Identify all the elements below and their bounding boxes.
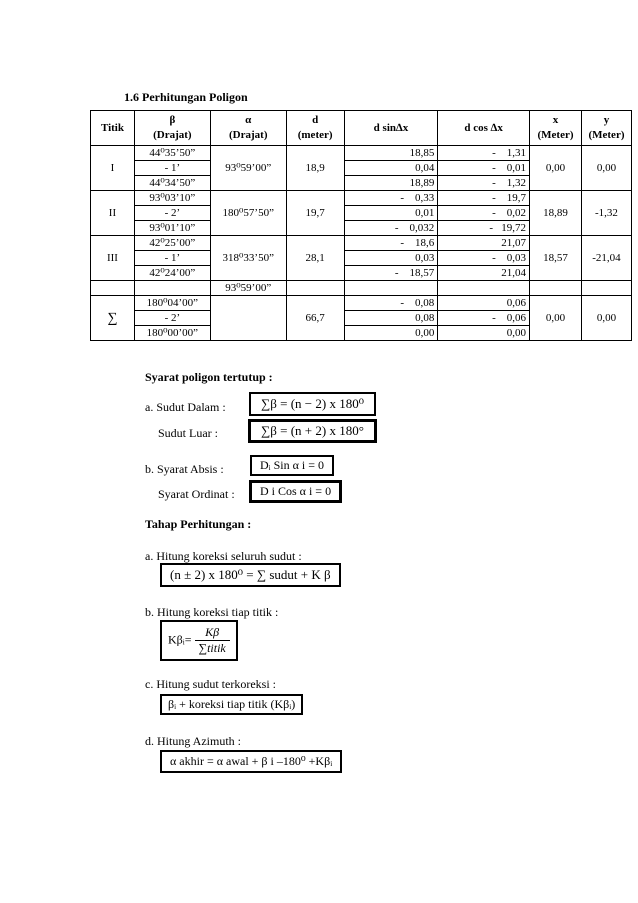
table-row bbox=[91, 146, 632, 161]
dcos-cell: 21,07 bbox=[438, 236, 530, 251]
beta-cell: 93⁰03’10” bbox=[134, 191, 210, 206]
dcos-cell: - 0,02 bbox=[438, 206, 530, 221]
sudut-luar-formula: ∑β = (n + 2) x 180° bbox=[248, 419, 377, 443]
distance-cell: 19,7 bbox=[286, 191, 344, 236]
dsin-cell: - 0,33 bbox=[344, 191, 438, 206]
dcos-cell: - 0,01 bbox=[438, 161, 530, 176]
beta-cell: 42⁰24’00” bbox=[134, 266, 210, 281]
titik-cell: I bbox=[91, 146, 135, 191]
column-header-line1: d cos ∆x bbox=[464, 121, 503, 134]
dcos-cell: - 0,03 bbox=[438, 251, 530, 266]
column-header bbox=[530, 111, 582, 146]
titik-cell: II bbox=[91, 191, 135, 236]
column-header-line1: y bbox=[603, 114, 610, 126]
dcos-cell: - 1,32 bbox=[438, 176, 530, 191]
alpha-cell: 180⁰57’50” bbox=[210, 191, 286, 236]
tahap-c-label: c. Hitung sudut terkoreksi : bbox=[145, 677, 276, 691]
dsin-cell: 0,00 bbox=[344, 326, 438, 341]
dcos-cell: 0,06 bbox=[438, 296, 530, 311]
column-header bbox=[344, 111, 438, 146]
dsin-cell: - 18,57 bbox=[344, 266, 438, 281]
x-cell: 0,00 bbox=[530, 296, 582, 341]
dcos-cell: 21,04 bbox=[438, 266, 530, 281]
column-header-line2: (meter) bbox=[297, 129, 333, 141]
y-cell: -1,32 bbox=[581, 191, 631, 236]
dsin-cell: 18,89 bbox=[344, 176, 438, 191]
beta-cell: - 1’ bbox=[134, 251, 210, 266]
empty-cell bbox=[91, 281, 135, 296]
x-cell: 18,89 bbox=[530, 191, 582, 236]
distance-cell: 28,1 bbox=[286, 236, 344, 281]
table-row bbox=[91, 281, 632, 296]
dcos-cell: 0,00 bbox=[438, 326, 530, 341]
column-header-line2: (Meter) bbox=[537, 129, 574, 141]
syarat-ordinat-formula: D i Cos α i = 0 bbox=[249, 480, 342, 503]
empty-cell bbox=[344, 281, 438, 296]
beta-cell: - 2’ bbox=[134, 311, 210, 326]
kbi-prefix: Kβᵢ= bbox=[168, 632, 192, 647]
column-header-line1: d sin∆x bbox=[373, 121, 409, 134]
alpha-cell: 93⁰59’00” bbox=[210, 146, 286, 191]
column-header bbox=[286, 111, 344, 146]
beta-cell: 44⁰35’50” bbox=[134, 146, 210, 161]
beta-cell: 44⁰34’50” bbox=[134, 176, 210, 191]
empty-cell bbox=[210, 296, 286, 341]
dsin-cell: 0,04 bbox=[344, 161, 438, 176]
column-header-line1: β bbox=[169, 114, 176, 126]
table-row bbox=[91, 296, 632, 311]
syarat-title: Syarat poligon tertutup : bbox=[145, 370, 273, 384]
titik-cell: III bbox=[91, 236, 135, 281]
column-header-line1: d bbox=[312, 114, 319, 126]
table-row bbox=[91, 236, 632, 251]
dcos-cell: - 19,72 bbox=[438, 221, 530, 236]
tahap-a-formula: (n ± 2) x 180⁰ = ∑ sudut + K β bbox=[160, 563, 341, 587]
column-header bbox=[91, 111, 135, 146]
sudut-dalam-formula: ∑β = (n − 2) x 180⁰ bbox=[249, 392, 376, 416]
distance-cell: 18,9 bbox=[286, 146, 344, 191]
syarat-absis-formula: Dᵢ Sin α i = 0 bbox=[250, 455, 334, 476]
dsin-cell: 18,85 bbox=[344, 146, 438, 161]
syarat-absis-label: b. Syarat Absis : bbox=[145, 462, 224, 476]
dcos-cell: - 19,7 bbox=[438, 191, 530, 206]
column-header-line2: (Drajat) bbox=[229, 129, 268, 141]
x-cell: 0,00 bbox=[530, 146, 582, 191]
tahap-b-formula bbox=[160, 620, 238, 661]
section-heading: 1.6 Perhitungan Poligon bbox=[124, 90, 248, 104]
tahap-title: Tahap Perhitungan : bbox=[145, 517, 252, 531]
dsin-cell: - 0,032 bbox=[344, 221, 438, 236]
tahap-a-label: a. Hitung koreksi seluruh sudut : bbox=[145, 549, 302, 563]
beta-cell: 93⁰01’10” bbox=[134, 221, 210, 236]
sudut-dalam-label: a. Sudut Dalam : bbox=[145, 400, 226, 414]
fraction-numerator: Kβ bbox=[195, 625, 230, 641]
column-header bbox=[438, 111, 530, 146]
table-row bbox=[91, 191, 632, 206]
y-cell: 0,00 bbox=[581, 146, 631, 191]
column-header-line1: Titik bbox=[100, 121, 124, 134]
syarat-ordinat-label: Syarat Ordinat : bbox=[158, 487, 235, 501]
tahap-d-label: d. Hitung Azimuth : bbox=[145, 734, 241, 748]
empty-cell bbox=[134, 281, 210, 296]
poligon-table bbox=[90, 110, 632, 341]
column-header-line1: α bbox=[245, 114, 252, 126]
column-header-line2: (Drajat) bbox=[153, 129, 192, 141]
x-cell: 18,57 bbox=[530, 236, 582, 281]
kbi-fraction bbox=[195, 625, 230, 656]
dsin-cell: 0,03 bbox=[344, 251, 438, 266]
dcos-cell: - 1,31 bbox=[438, 146, 530, 161]
distance-sum-cell: 66,7 bbox=[286, 296, 344, 341]
beta-cell: 42⁰25’00” bbox=[134, 236, 210, 251]
beta-cell: - 2’ bbox=[134, 206, 210, 221]
beta-cell: - 1’ bbox=[134, 161, 210, 176]
closing-alpha-cell: 93⁰59’00” bbox=[210, 281, 286, 296]
column-header-line1: x bbox=[552, 114, 559, 126]
alpha-cell: 318⁰33’50” bbox=[210, 236, 286, 281]
fraction-denominator: ∑titik bbox=[198, 641, 226, 655]
column-header bbox=[581, 111, 631, 146]
column-header-line2: (Meter) bbox=[588, 129, 625, 141]
empty-cell bbox=[438, 281, 530, 296]
empty-cell bbox=[286, 281, 344, 296]
y-cell: -21,04 bbox=[581, 236, 631, 281]
tahap-c-formula: βᵢ + koreksi tiap titik (Kβᵢ) bbox=[160, 694, 303, 715]
y-cell: 0,00 bbox=[581, 296, 631, 341]
beta-cell: 180⁰04’00” bbox=[134, 296, 210, 311]
table-header-row bbox=[91, 111, 632, 146]
tahap-d-formula: α akhir = α awal + β i –180⁰ +Kβᵢ bbox=[160, 750, 342, 773]
column-header bbox=[134, 111, 210, 146]
beta-cell: 180⁰00’00” bbox=[134, 326, 210, 341]
tahap-b-label: b. Hitung koreksi tiap titik : bbox=[145, 605, 279, 619]
sudut-luar-label: Sudut Luar : bbox=[158, 426, 218, 440]
dsin-cell: - 0,08 bbox=[344, 296, 438, 311]
dsin-cell: 0,08 bbox=[344, 311, 438, 326]
dcos-cell: - 0,06 bbox=[438, 311, 530, 326]
sum-symbol-cell: ∑ bbox=[91, 296, 135, 341]
dsin-cell: 0,01 bbox=[344, 206, 438, 221]
dsin-cell: - 18,6 bbox=[344, 236, 438, 251]
empty-cell bbox=[530, 281, 582, 296]
column-header bbox=[210, 111, 286, 146]
empty-cell bbox=[581, 281, 631, 296]
